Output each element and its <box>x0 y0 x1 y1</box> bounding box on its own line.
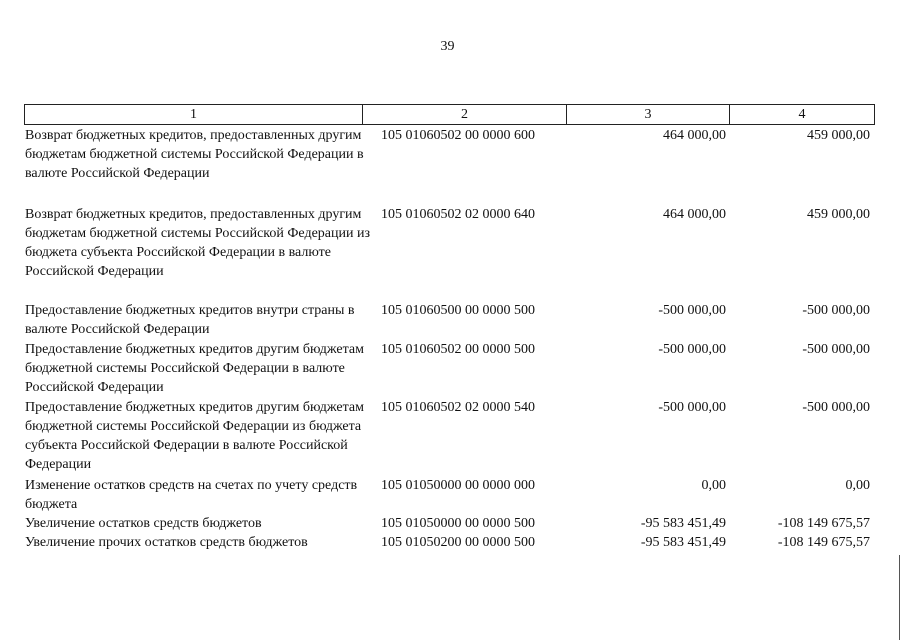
row-name: Увеличение остатков средств бюджетов <box>25 516 262 531</box>
row-code: 105 01060502 02 0000 540 <box>381 400 535 415</box>
header-col-1: 1 <box>25 105 363 124</box>
header-col-3: 3 <box>567 105 730 124</box>
row-name: Предоставление бюджетных кредитов другим бюджетам бюджетной системы Российской Федерации из бюджета субъекта Российской Федерации в валюте Российской Федерации <box>25 400 364 472</box>
row-value-col3: 464 000,00 <box>663 128 726 143</box>
row-name: Возврат бюджетных кредитов, предоставленных другим бюджетам бюджетной системы Российской Федерации в валюте Российской Федерации <box>25 128 364 181</box>
row-name: Изменение остатков средств на счетах по учету средств бюджета <box>25 478 358 512</box>
row-value-col3: -95 583 451,49 <box>640 535 726 550</box>
row-name: Предоставление бюджетных кредитов внутри страны в валюте Российской Федерации <box>25 303 355 337</box>
row-code: 105 01060502 02 0000 640 <box>381 207 535 222</box>
row-code: 105 01060500 00 0000 500 <box>381 303 535 318</box>
row-code: 105 01060502 00 0000 500 <box>381 342 535 357</box>
row-code: 105 01050200 00 0000 500 <box>381 535 535 550</box>
row-value-col3: -500 000,00 <box>658 342 726 357</box>
row-value-col4: -108 149 675,57 <box>777 516 870 531</box>
page-number: 39 <box>440 39 455 54</box>
row-value-col4: -500 000,00 <box>802 342 870 357</box>
row-code: 105 01050000 00 0000 000 <box>381 478 535 493</box>
row-code: 105 01050000 00 0000 500 <box>381 516 535 531</box>
row-value-col3: -500 000,00 <box>658 400 726 415</box>
header-col-4: 4 <box>798 107 806 122</box>
row-name: Предоставление бюджетных кредитов другим бюджетам бюджетной системы Российской Федерации в валюте Российской Федерации <box>25 342 364 395</box>
header-col-2: 2 <box>363 105 567 124</box>
row-value-col3: 0,00 <box>701 478 726 493</box>
row-value-col4: 459 000,00 <box>807 128 870 143</box>
row-value-col4: -500 000,00 <box>802 400 870 415</box>
row-value-col4: -500 000,00 <box>802 303 870 318</box>
row-value-col4: -108 149 675,57 <box>777 535 870 550</box>
row-value-col4: 459 000,00 <box>807 207 870 222</box>
row-value-col3: 464 000,00 <box>663 207 726 222</box>
page-edge-line <box>899 555 900 640</box>
row-value-col3: -500 000,00 <box>658 303 726 318</box>
row-value-col3: -95 583 451,49 <box>640 516 726 531</box>
row-name: Возврат бюджетных кредитов, предоставленных другим бюджетам бюджетной системы Российской Федерации из бюджета субъекта Российской Федерации в валюте Российской Федерации <box>25 207 371 279</box>
row-name: Увеличение прочих остатков средств бюджетов <box>25 535 308 550</box>
row-value-col4: 0,00 <box>845 478 870 493</box>
row-code: 105 01060502 00 0000 600 <box>381 128 535 143</box>
